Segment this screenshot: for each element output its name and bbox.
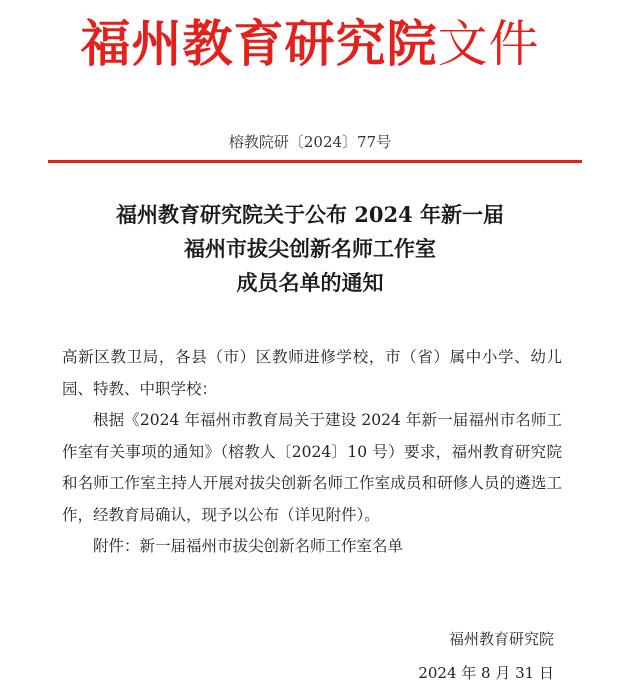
main-paragraph: 根据《2024 年福州市教育局关于建设 2024 年新一届福州市名师工作室有关事项的通知》（榕教人〔2024〕10 号）要求，福州教育研究院和名师工作室主持人开展对拔尖创新名师工作室成员和研修人员的遴选工作，经教育局确认，现予以公布（详见附件）。 <box>62 411 562 524</box>
red-divider-line <box>48 160 582 163</box>
signature-block <box>418 622 554 690</box>
document-masthead <box>0 12 620 76</box>
notice-title <box>0 198 620 300</box>
notice-title-line-1: 福州教育研究院关于公布 2024 年新一届 <box>115 202 505 227</box>
notice-title-line-2: 福州市拔尖创新名师工作室 <box>184 236 436 261</box>
issuer-name: 福州教育研究院 <box>448 630 554 648</box>
notice-title-line-3: 成员名单的通知 <box>236 270 384 295</box>
issue-date: 2024 年 8 月 31 日 <box>418 664 554 682</box>
recipients-line: 高新区教卫局，各县（市）区教师进修学校，市（省）属中小学、幼儿园、特教、中职学校： <box>62 348 562 398</box>
masthead-doc-word: 文件 <box>437 15 540 73</box>
notice-body <box>62 342 562 563</box>
attachment-line: 附件：新一届福州市拔尖创新名师工作室名单 <box>93 537 404 555</box>
document-number: 榕教院研〔2024〕77号 <box>228 133 392 151</box>
masthead-org-name: 福州教育研究院 <box>80 14 438 73</box>
